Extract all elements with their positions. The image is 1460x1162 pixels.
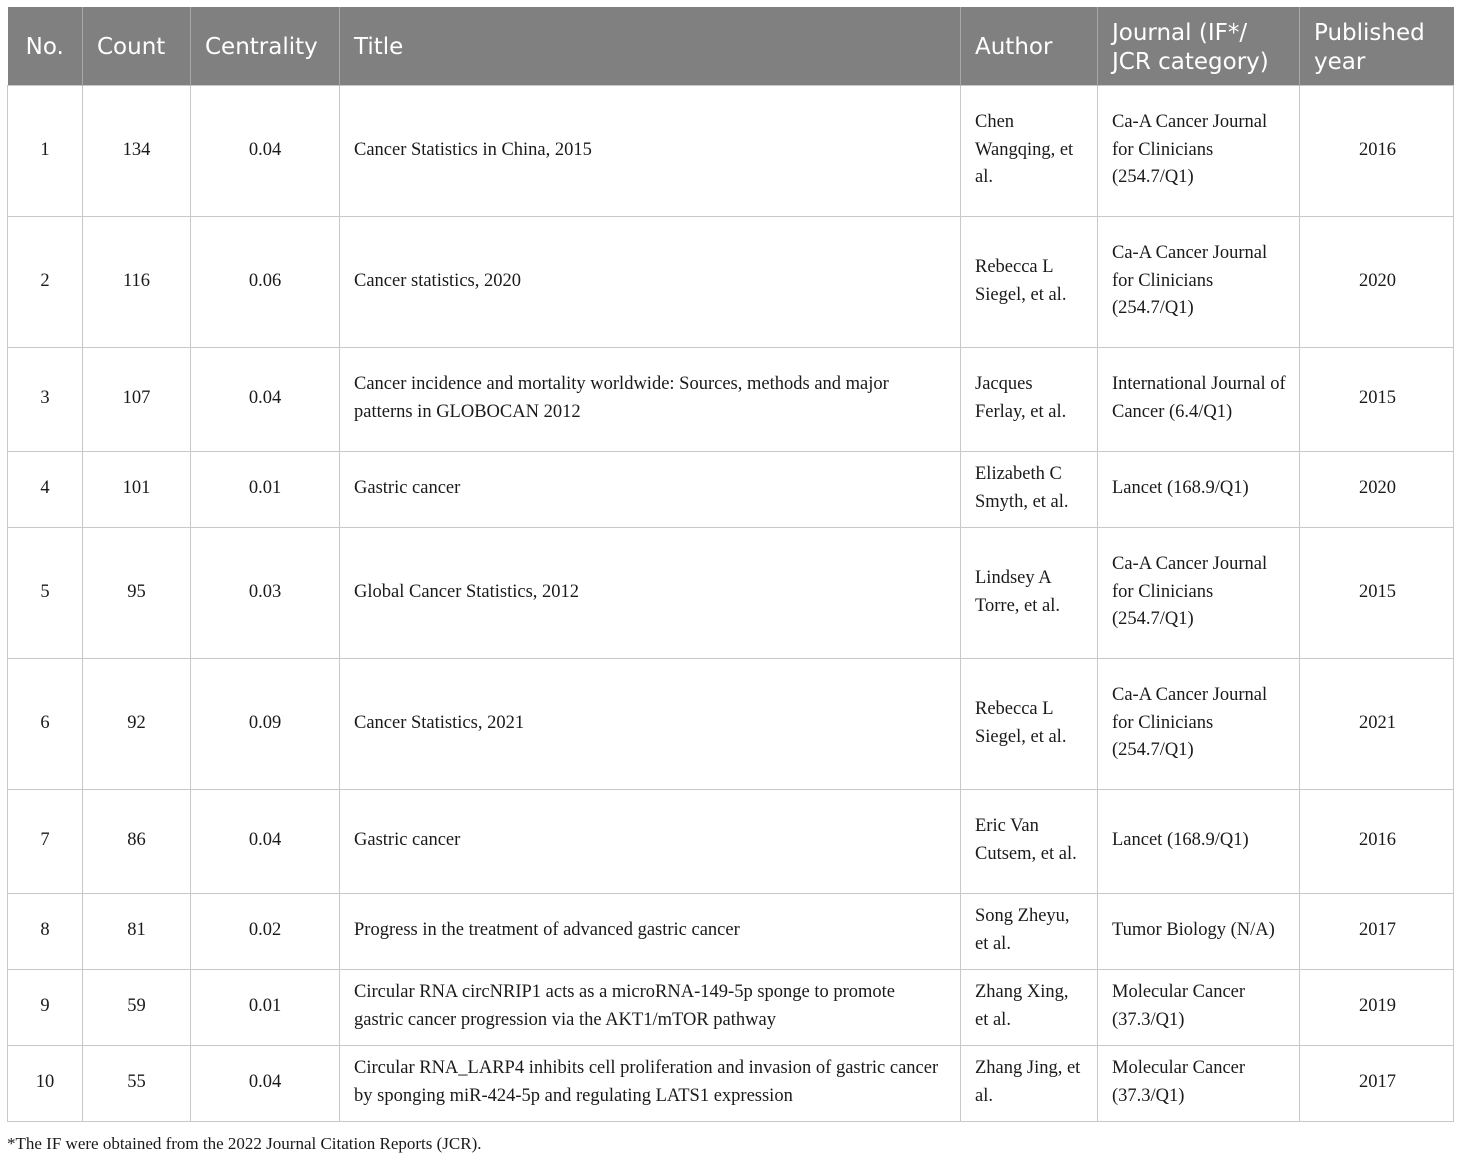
cell-count: 101 [83,451,191,527]
cell-author: Elizabeth C Smyth, et al. [961,451,1098,527]
header-year-line1: Published [1314,19,1425,46]
cell-centrality: 0.01 [191,451,340,527]
cell-journal: Lancet (168.9/Q1) [1098,789,1300,893]
cell-journal: Tumor Biology (N/A) [1098,893,1300,969]
cell-author: Rebecca L Siegel, et al. [961,216,1098,347]
cell-title: Gastric cancer [340,789,961,893]
cell-year: 2021 [1300,658,1454,789]
cell-author: Song Zheyu, et al. [961,893,1098,969]
cell-journal: Ca-A Cancer Journal for Clinicians (254.7/Q1) [1098,658,1300,789]
cell-centrality: 0.04 [191,85,340,216]
header-centrality: Centrality [191,7,340,85]
cell-centrality: 0.06 [191,216,340,347]
table-row [8,347,1454,451]
cell-title: Cancer incidence and mortality worldwide: Sources, methods and major patterns in GLOBOCAN 2012 [340,347,961,451]
table-row [8,658,1454,789]
cell-centrality: 0.01 [191,969,340,1045]
cell-author: Lindsey A Torre, et al. [961,527,1098,658]
table-row [8,969,1454,1045]
cell-title: Cancer statistics, 2020 [340,216,961,347]
citation-table [7,7,1454,1122]
cell-no: 10 [8,1045,83,1121]
cell-year: 2016 [1300,85,1454,216]
cell-title: Global Cancer Statistics, 2012 [340,527,961,658]
cell-count: 134 [83,85,191,216]
cell-journal: Molecular Cancer (37.3/Q1) [1098,969,1300,1045]
cell-count: 95 [83,527,191,658]
cell-year: 2017 [1300,893,1454,969]
cell-no: 4 [8,451,83,527]
table-row [8,85,1454,216]
cell-no: 2 [8,216,83,347]
cell-no: 6 [8,658,83,789]
cell-year: 2017 [1300,1045,1454,1121]
cell-author: Rebecca L Siegel, et al. [961,658,1098,789]
header-year-line2: year [1314,48,1366,75]
cell-journal: Ca-A Cancer Journal for Clinicians (254.7/Q1) [1098,216,1300,347]
cell-count: 92 [83,658,191,789]
cell-journal: Ca-A Cancer Journal for Clinicians (254.7/Q1) [1098,85,1300,216]
header-journal-line1: Journal (IF*/ [1112,19,1248,46]
cell-year: 2020 [1300,451,1454,527]
cell-count: 55 [83,1045,191,1121]
cell-year: 2015 [1300,527,1454,658]
header-journal-line2: JCR category) [1112,48,1269,75]
cell-no: 5 [8,527,83,658]
cell-journal: Ca-A Cancer Journal for Clinicians (254.7/Q1) [1098,527,1300,658]
cell-title: Cancer Statistics in China, 2015 [340,85,961,216]
header-count: Count [83,7,191,85]
cell-author: Eric Van Cutsem, et al. [961,789,1098,893]
cell-year: 2019 [1300,969,1454,1045]
cell-centrality: 0.03 [191,527,340,658]
cell-count: 86 [83,789,191,893]
cell-title: Circular RNA circNRIP1 acts as a microRNA-149-5p sponge to promote gastric cancer progression via the AKT1/mTOR pathway [340,969,961,1045]
cell-title: Circular RNA_LARP4 inhibits cell proliferation and invasion of gastric cancer by sponging miR-424-5p and regulating LATS1 expression [340,1045,961,1121]
cell-count: 116 [83,216,191,347]
table-row [8,451,1454,527]
cell-journal: Molecular Cancer (37.3/Q1) [1098,1045,1300,1121]
cell-no: 1 [8,85,83,216]
table-header-row [8,7,1454,85]
table-row [8,893,1454,969]
cell-author: Jacques Ferlay, et al. [961,347,1098,451]
cell-title: Progress in the treatment of advanced gastric cancer [340,893,961,969]
table-row [8,527,1454,658]
cell-author: Chen Wangqing, et al. [961,85,1098,216]
cell-centrality: 0.04 [191,789,340,893]
cell-year: 2016 [1300,789,1454,893]
cell-centrality: 0.09 [191,658,340,789]
table-footnote: *The IF were obtained from the 2022 Journal Citation Reports (JCR). [7,1134,482,1153]
cell-year: 2015 [1300,347,1454,451]
cell-centrality: 0.04 [191,1045,340,1121]
cell-count: 81 [83,893,191,969]
cell-no: 8 [8,893,83,969]
cell-author: Zhang Xing, et al. [961,969,1098,1045]
table-row [8,1045,1454,1121]
cell-count: 59 [83,969,191,1045]
cell-centrality: 0.04 [191,347,340,451]
cell-author: Zhang Jing, et al. [961,1045,1098,1121]
cell-no: 9 [8,969,83,1045]
cell-centrality: 0.02 [191,893,340,969]
header-year [1300,7,1454,85]
cell-count: 107 [83,347,191,451]
cell-journal: International Journal of Cancer (6.4/Q1) [1098,347,1300,451]
cell-journal: Lancet (168.9/Q1) [1098,451,1300,527]
header-author: Author [961,7,1098,85]
header-title: Title [340,7,961,85]
cell-title: Cancer Statistics, 2021 [340,658,961,789]
cell-title: Gastric cancer [340,451,961,527]
table-row [8,789,1454,893]
cell-no: 3 [8,347,83,451]
header-no: No. [8,7,83,85]
table-row [8,216,1454,347]
citation-table-container [7,7,1453,1122]
header-journal [1098,7,1300,85]
cell-no: 7 [8,789,83,893]
cell-year: 2020 [1300,216,1454,347]
